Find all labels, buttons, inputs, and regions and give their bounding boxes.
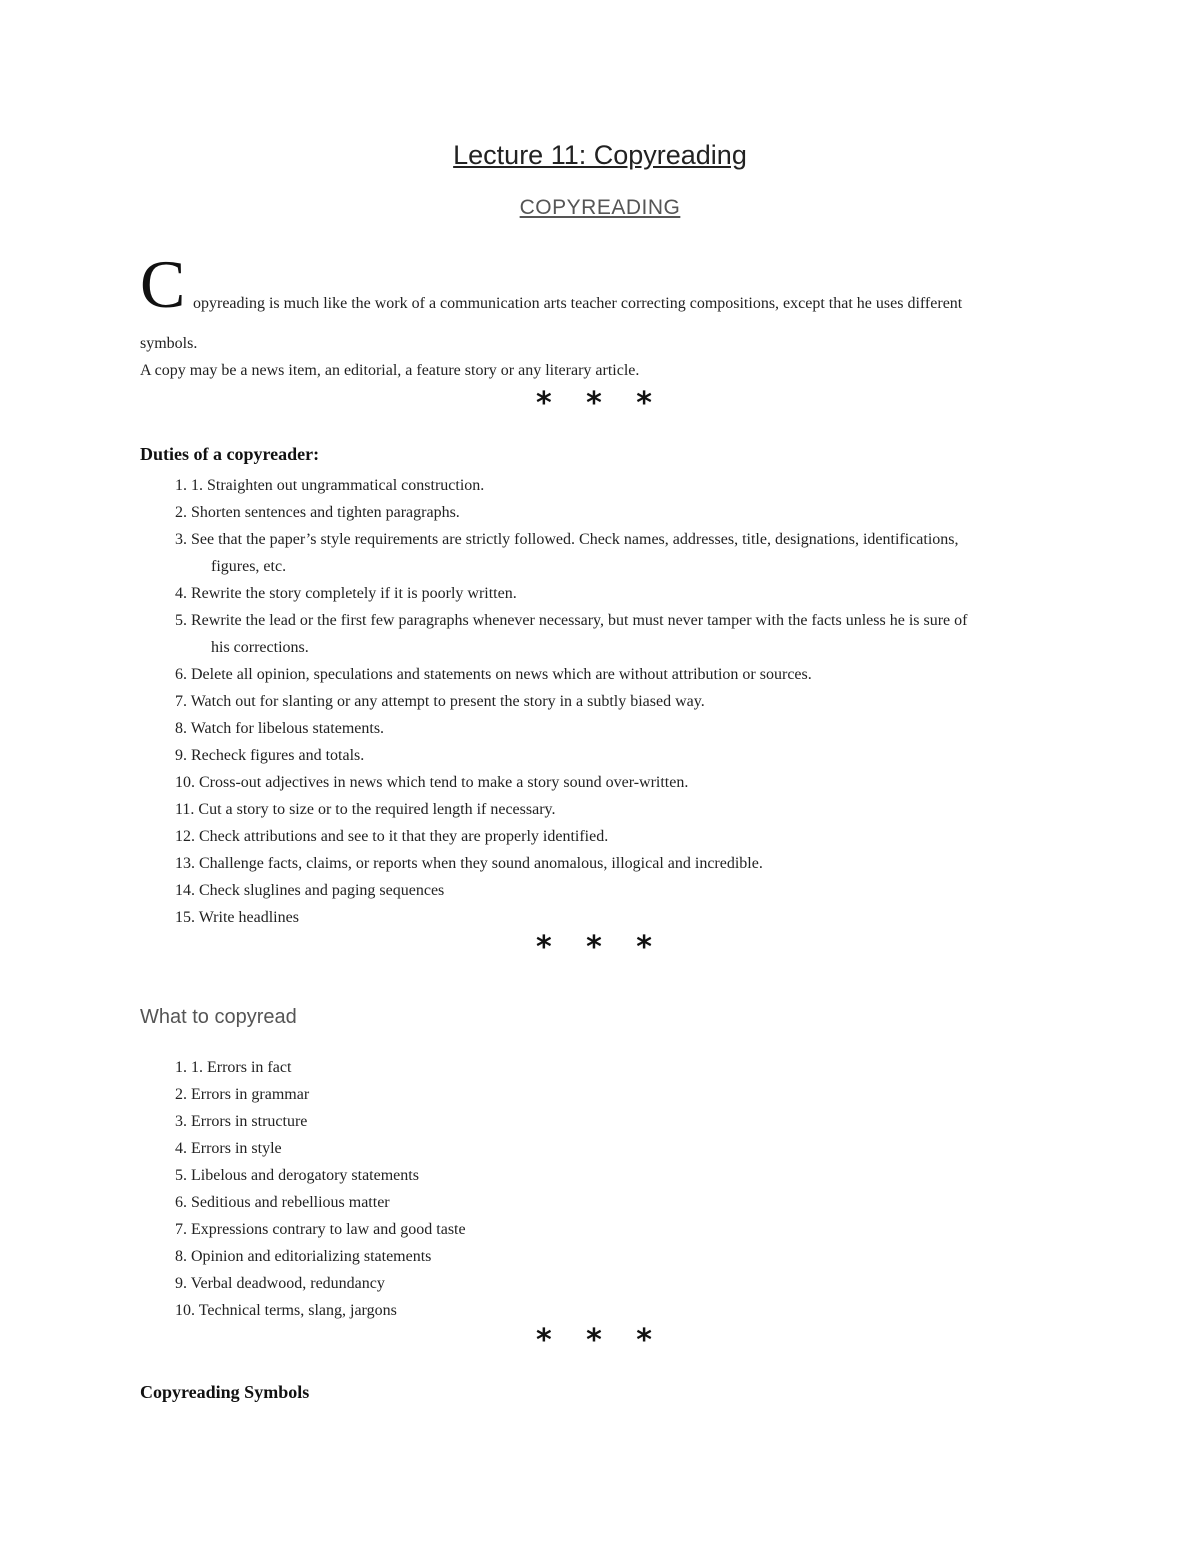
item-text: 1. Straighten out ungrammatical construction. — [191, 477, 485, 494]
item-number: 1. — [175, 1059, 187, 1076]
list-item — [175, 1297, 775, 1324]
list-item — [175, 823, 1065, 850]
item-number: 11. — [175, 801, 195, 818]
list-item — [175, 661, 1065, 688]
item-number: 15. — [175, 909, 195, 926]
item-text: Errors in style — [191, 1140, 282, 1157]
duties-list — [175, 472, 1065, 931]
list-item — [175, 850, 1065, 877]
item-text: Opinion and editorializing statements — [191, 1248, 432, 1265]
item-number: 1. — [175, 477, 187, 494]
what-to-copyread-list — [175, 1054, 775, 1324]
list-item — [175, 796, 1065, 823]
item-text: Rewrite the story completely if it is poorly written. — [191, 585, 517, 602]
list-item — [175, 526, 1065, 580]
item-text: Rewrite the lead or the first few paragraphs whenever necessary, but must never tamper with the facts unless he is sure of — [191, 612, 968, 629]
intro-text-line-2: symbols. — [140, 335, 198, 352]
item-text: Watch out for slanting or any attempt to present the story in a subtly biased way. — [190, 693, 705, 710]
item-number: 4. — [175, 1140, 187, 1157]
intro-text-line-1: opyreading is much like the work of a communication arts teacher correcting compositions, except that he uses different — [193, 295, 963, 312]
list-item — [175, 1162, 775, 1189]
section-separator: * * * — [536, 1323, 664, 1358]
item-number: 6. — [175, 1194, 187, 1211]
item-number: 3. — [175, 531, 187, 548]
list-item — [175, 499, 1065, 526]
item-number: 6. — [175, 666, 187, 683]
item-text-continued: figures, etc. — [211, 558, 287, 575]
item-number: 2. — [175, 504, 187, 521]
list-item — [175, 742, 1065, 769]
item-text: Write headlines — [198, 909, 299, 926]
page-title: Lecture 11: Copyreading — [453, 140, 747, 170]
item-number: 5. — [175, 612, 187, 629]
item-text: Recheck figures and totals. — [191, 747, 365, 764]
item-number: 10. — [175, 774, 195, 791]
item-text: See that the paper’s style requirements are strictly followed. Check names, addresses, title, designations, identifications, — [191, 531, 959, 548]
duties-heading: Duties of a copyreader: — [140, 444, 320, 464]
item-text: Challenge facts, claims, or reports when they sound anomalous, illogical and incredible. — [199, 855, 763, 872]
item-number: 3. — [175, 1113, 187, 1130]
item-text: Technical terms, slang, jargons — [198, 1302, 397, 1319]
item-number: 10. — [175, 1302, 195, 1319]
drop-cap: C — [140, 246, 186, 322]
list-item — [175, 1081, 775, 1108]
item-text-continued: his corrections. — [211, 639, 309, 656]
item-number: 14. — [175, 882, 195, 899]
item-number: 2. — [175, 1086, 187, 1103]
list-item — [175, 1108, 775, 1135]
list-item — [175, 607, 1065, 661]
item-text: Seditious and rebellious matter — [191, 1194, 390, 1211]
item-number: 5. — [175, 1167, 187, 1184]
item-text: Delete all opinion, speculations and statements on news which are without attribution or sources. — [191, 666, 812, 683]
list-item — [175, 1189, 775, 1216]
item-text: Cut a story to size or to the required length if necessary. — [198, 801, 556, 818]
section-separator: * * * — [536, 930, 664, 965]
intro-text-line-3: A copy may be a news item, an editorial, a feature story or any literary article. — [140, 362, 640, 379]
item-text: Verbal deadwood, redundancy — [190, 1275, 385, 1292]
item-number: 9. — [175, 1275, 187, 1292]
section-separator: * * * — [536, 386, 664, 421]
list-item — [175, 472, 1065, 499]
list-item — [175, 1216, 775, 1243]
list-item — [175, 1135, 775, 1162]
item-number: 4. — [175, 585, 187, 602]
list-item — [175, 904, 1065, 931]
item-number: 7. — [175, 1221, 187, 1238]
item-number: 9. — [175, 747, 187, 764]
what-to-copyread-heading: What to copyread — [140, 1006, 297, 1028]
item-text: Check attributions and see to it that they are properly identified. — [199, 828, 609, 845]
item-number: 8. — [175, 720, 187, 737]
item-text: Errors in structure — [191, 1113, 308, 1130]
item-text: Libelous and derogatory statements — [191, 1167, 419, 1184]
list-item — [175, 1243, 775, 1270]
list-item — [175, 1270, 775, 1297]
list-item — [175, 715, 1065, 742]
item-text: Check sluglines and paging sequences — [199, 882, 445, 899]
list-item — [175, 877, 1065, 904]
item-text: Watch for libelous statements. — [190, 720, 385, 737]
item-number: 7. — [175, 693, 187, 710]
copyreading-symbols-heading: Copyreading Symbols — [140, 1382, 310, 1402]
list-item — [175, 688, 1065, 715]
item-text: Errors in grammar — [191, 1086, 310, 1103]
list-item — [175, 580, 1065, 607]
item-number: 13. — [175, 855, 195, 872]
item-text: Shorten sentences and tighten paragraphs. — [191, 504, 460, 521]
item-text: 1. Errors in fact — [191, 1059, 292, 1076]
page-subtitle: COPYREADING — [519, 196, 681, 219]
item-text: Cross-out adjectives in news which tend to make a story sound over-written. — [199, 774, 689, 791]
item-text: Expressions contrary to law and good taste — [191, 1221, 466, 1238]
item-number: 12. — [175, 828, 195, 845]
list-item — [175, 769, 1065, 796]
list-item — [175, 1054, 775, 1081]
item-number: 8. — [175, 1248, 187, 1265]
